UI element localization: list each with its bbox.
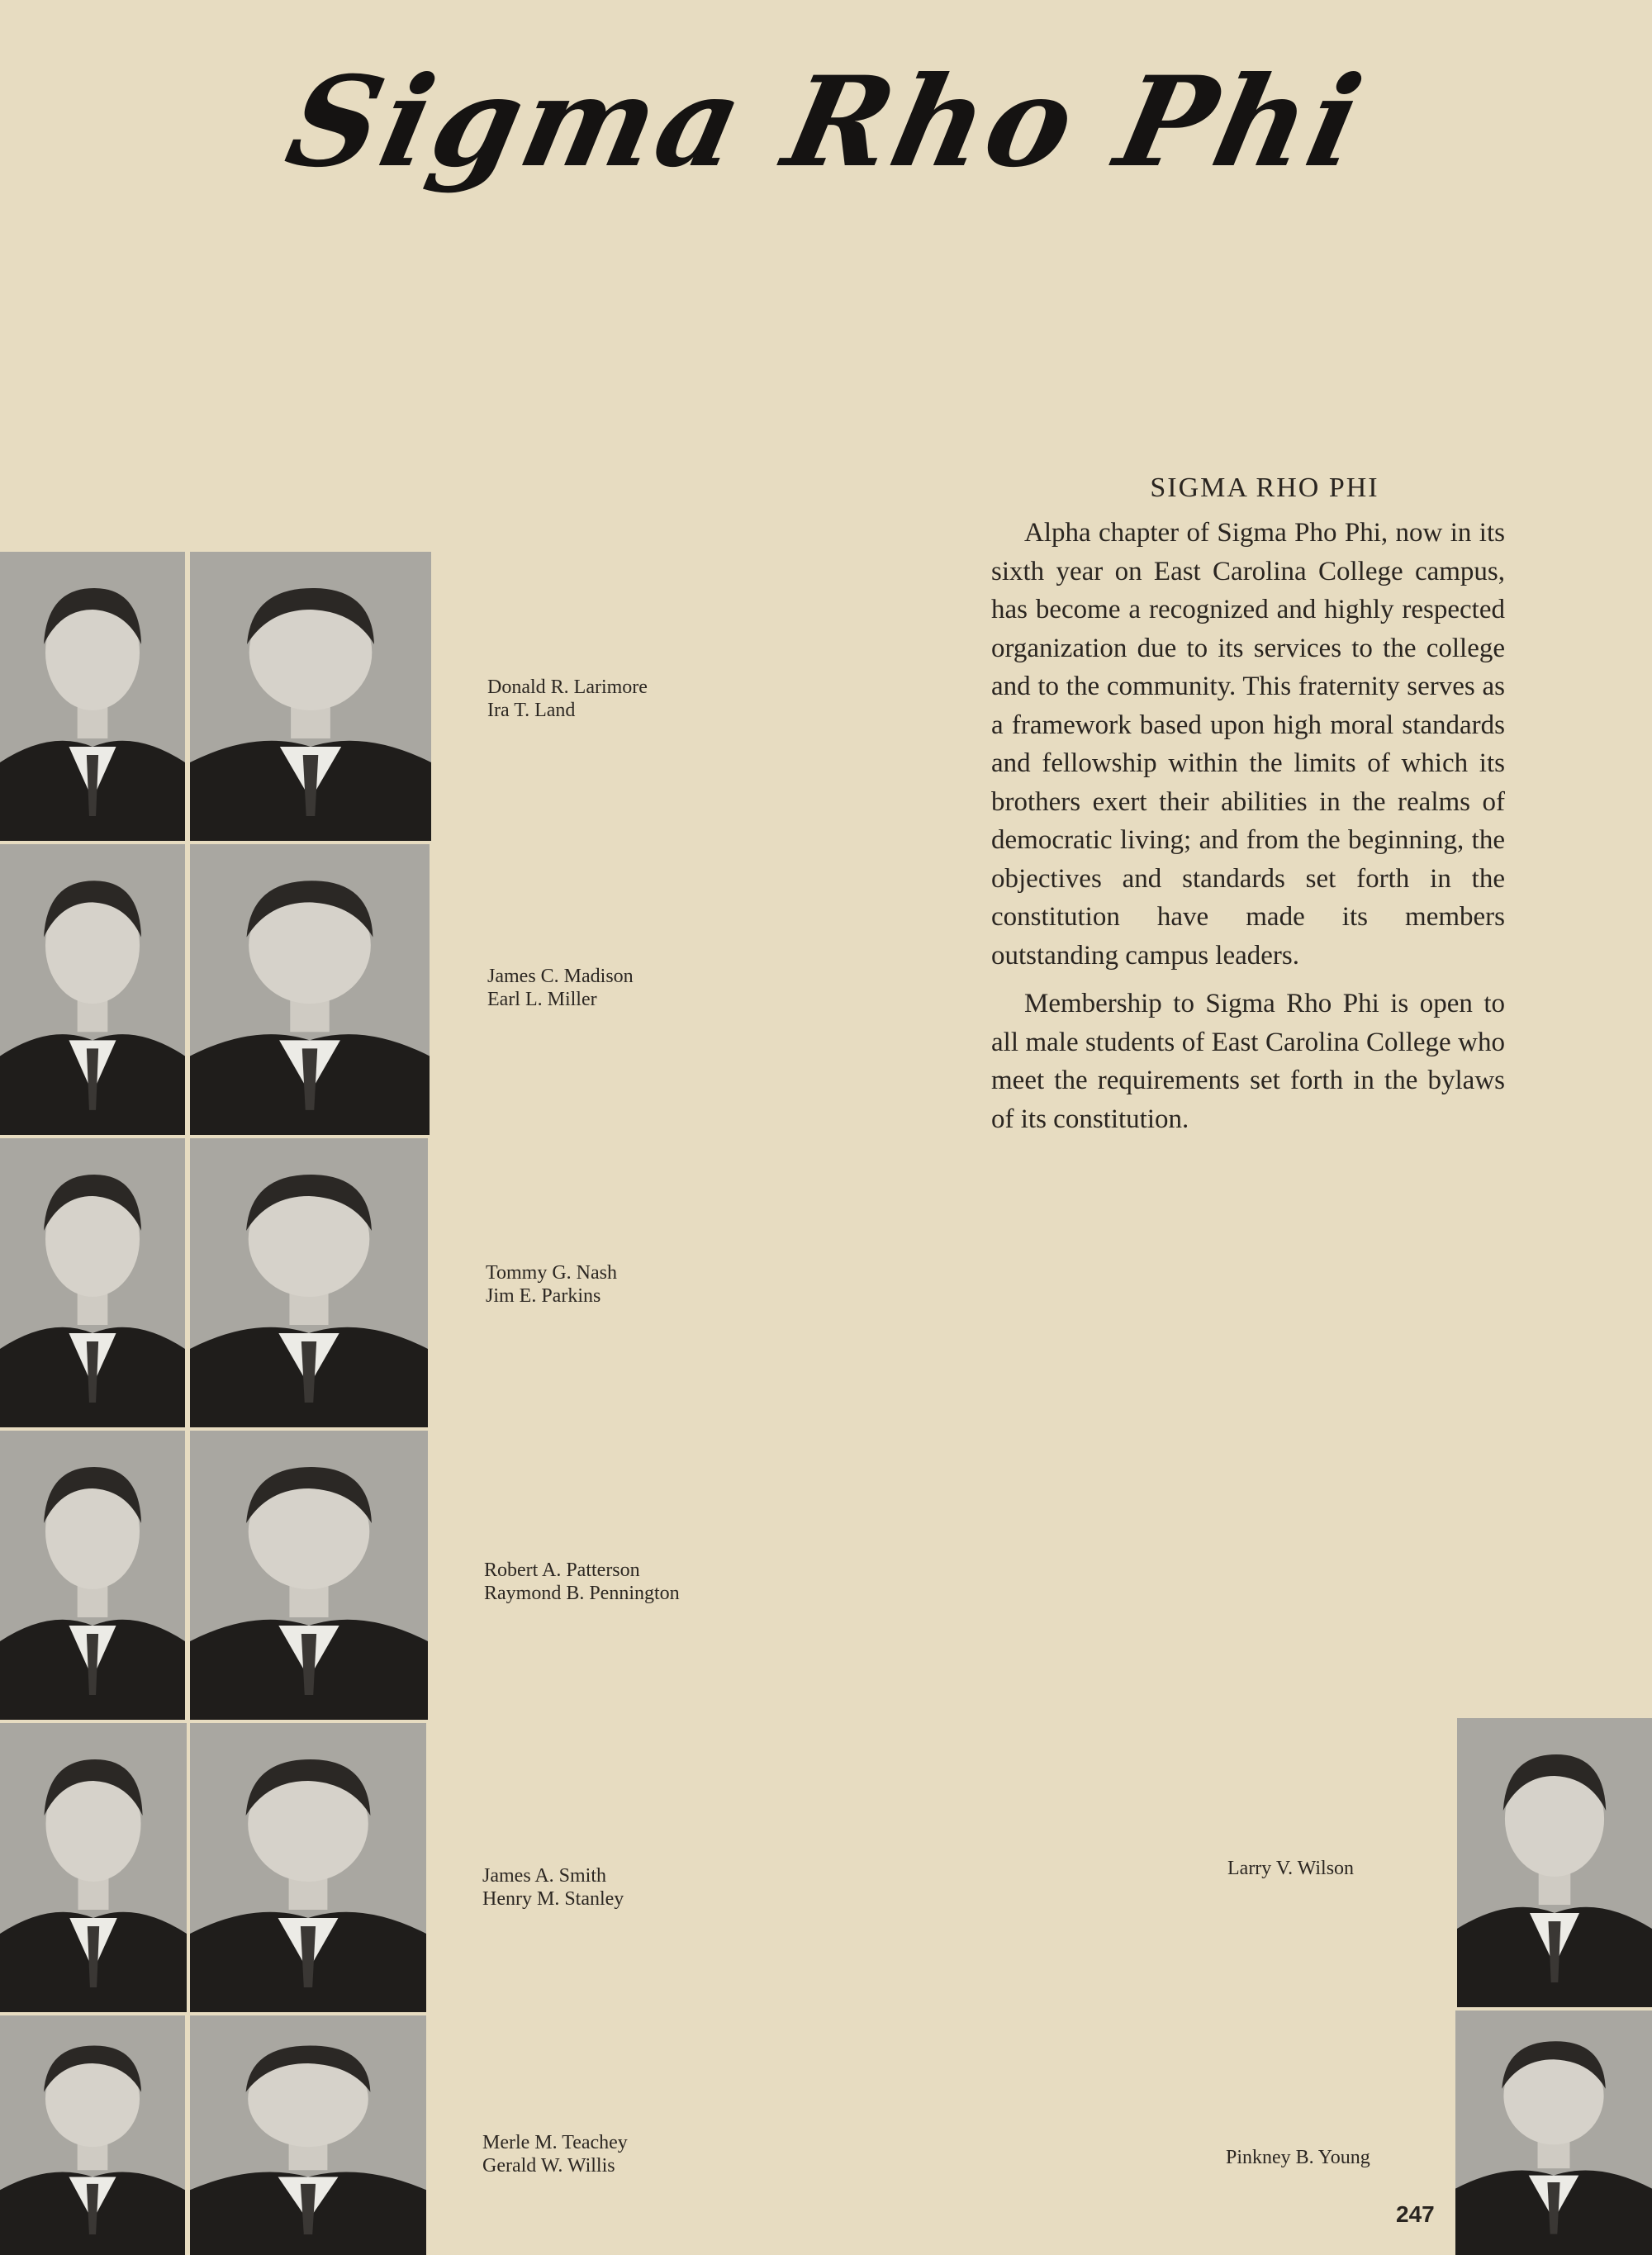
portrait-icon (0, 2015, 185, 2255)
member-name: Larry V. Wilson (1227, 1858, 1355, 1879)
member-names (486, 1261, 617, 1308)
member-name-right (1227, 1857, 1354, 1880)
portrait-icon (190, 552, 431, 841)
member-name: Merle M. Teachey (482, 2132, 628, 2153)
page-number: 247 (1396, 2201, 1435, 2227)
portrait-icon (190, 1138, 428, 1427)
portrait-icon (0, 552, 185, 841)
portrait-icon (0, 1138, 185, 1427)
article (991, 472, 1505, 1148)
portrait-photo (190, 552, 431, 841)
portrait-photo (0, 552, 185, 841)
portrait-photo (190, 2015, 426, 2255)
member-name: Raymond B. Pennington (484, 1583, 680, 1604)
article-paragraph: Membership to Sigma Rho Phi is open to all male students of East Carolina College who meet the requirements set forth in the bylaws of its constitution. (991, 989, 1505, 1134)
portrait-icon (190, 1723, 426, 2012)
article-heading: SIGMA RHO PHI (1150, 472, 1379, 503)
member-names (487, 676, 648, 722)
member-name-right (1226, 2146, 1370, 2169)
page-title: Sigma Rho Phi (275, 50, 1377, 195)
portrait-photo (0, 2015, 185, 2255)
member-name: James C. Madison (487, 966, 634, 987)
portrait-icon (1455, 2011, 1652, 2255)
member-name: Gerald W. Willis (482, 2155, 615, 2177)
member-name: Pinkney B. Young (1226, 2147, 1370, 2168)
portrait-photo (190, 844, 430, 1135)
article-paragraph: Alpha chapter of Sigma Pho Phi, now in its sixth year on East Carolina College campus, has become a recognized and highly respected organization due to its services to the college and to the community. This fraternity serves as a framework based upon high moral standards and fellowship within the limits of which its brothers exert their abilities in the realms of democratic living; and from the beginning, the objectives and standards set forth in the constitution have made its members outstanding campus leaders. (991, 518, 1505, 971)
member-name: Donald R. Larimore (487, 676, 648, 698)
member-name: Robert A. Patterson (484, 1560, 640, 1581)
portrait-icon (190, 844, 430, 1135)
portrait-photo (0, 844, 185, 1135)
member-name: Henry M. Stanley (482, 1888, 624, 1910)
portrait-photo (190, 1723, 426, 2012)
portrait-photo (190, 1138, 428, 1427)
portrait-icon (190, 2015, 426, 2255)
member-name: Earl L. Miller (487, 989, 597, 1010)
portrait-photo (190, 1431, 428, 1720)
portrait-icon (190, 1431, 428, 1720)
portrait-icon (0, 1431, 185, 1720)
member-name: Jim E. Parkins (486, 1285, 601, 1307)
member-names (482, 1864, 624, 1911)
portrait-icon (0, 844, 185, 1135)
portrait-icon (0, 1723, 187, 2012)
portrait-photo (1455, 2011, 1652, 2255)
portrait-photo (0, 1138, 185, 1427)
member-names (487, 965, 634, 1011)
member-name: James A. Smith (482, 1865, 607, 1887)
portrait-photo (0, 1431, 185, 1720)
member-name: Tommy G. Nash (486, 1262, 617, 1284)
portrait-photo (0, 1723, 187, 2012)
member-names (484, 1559, 680, 1605)
portrait-photo (1457, 1718, 1652, 2007)
portrait-icon (1457, 1718, 1652, 2007)
member-name: Ira T. Land (487, 700, 576, 721)
member-names (482, 2131, 628, 2177)
